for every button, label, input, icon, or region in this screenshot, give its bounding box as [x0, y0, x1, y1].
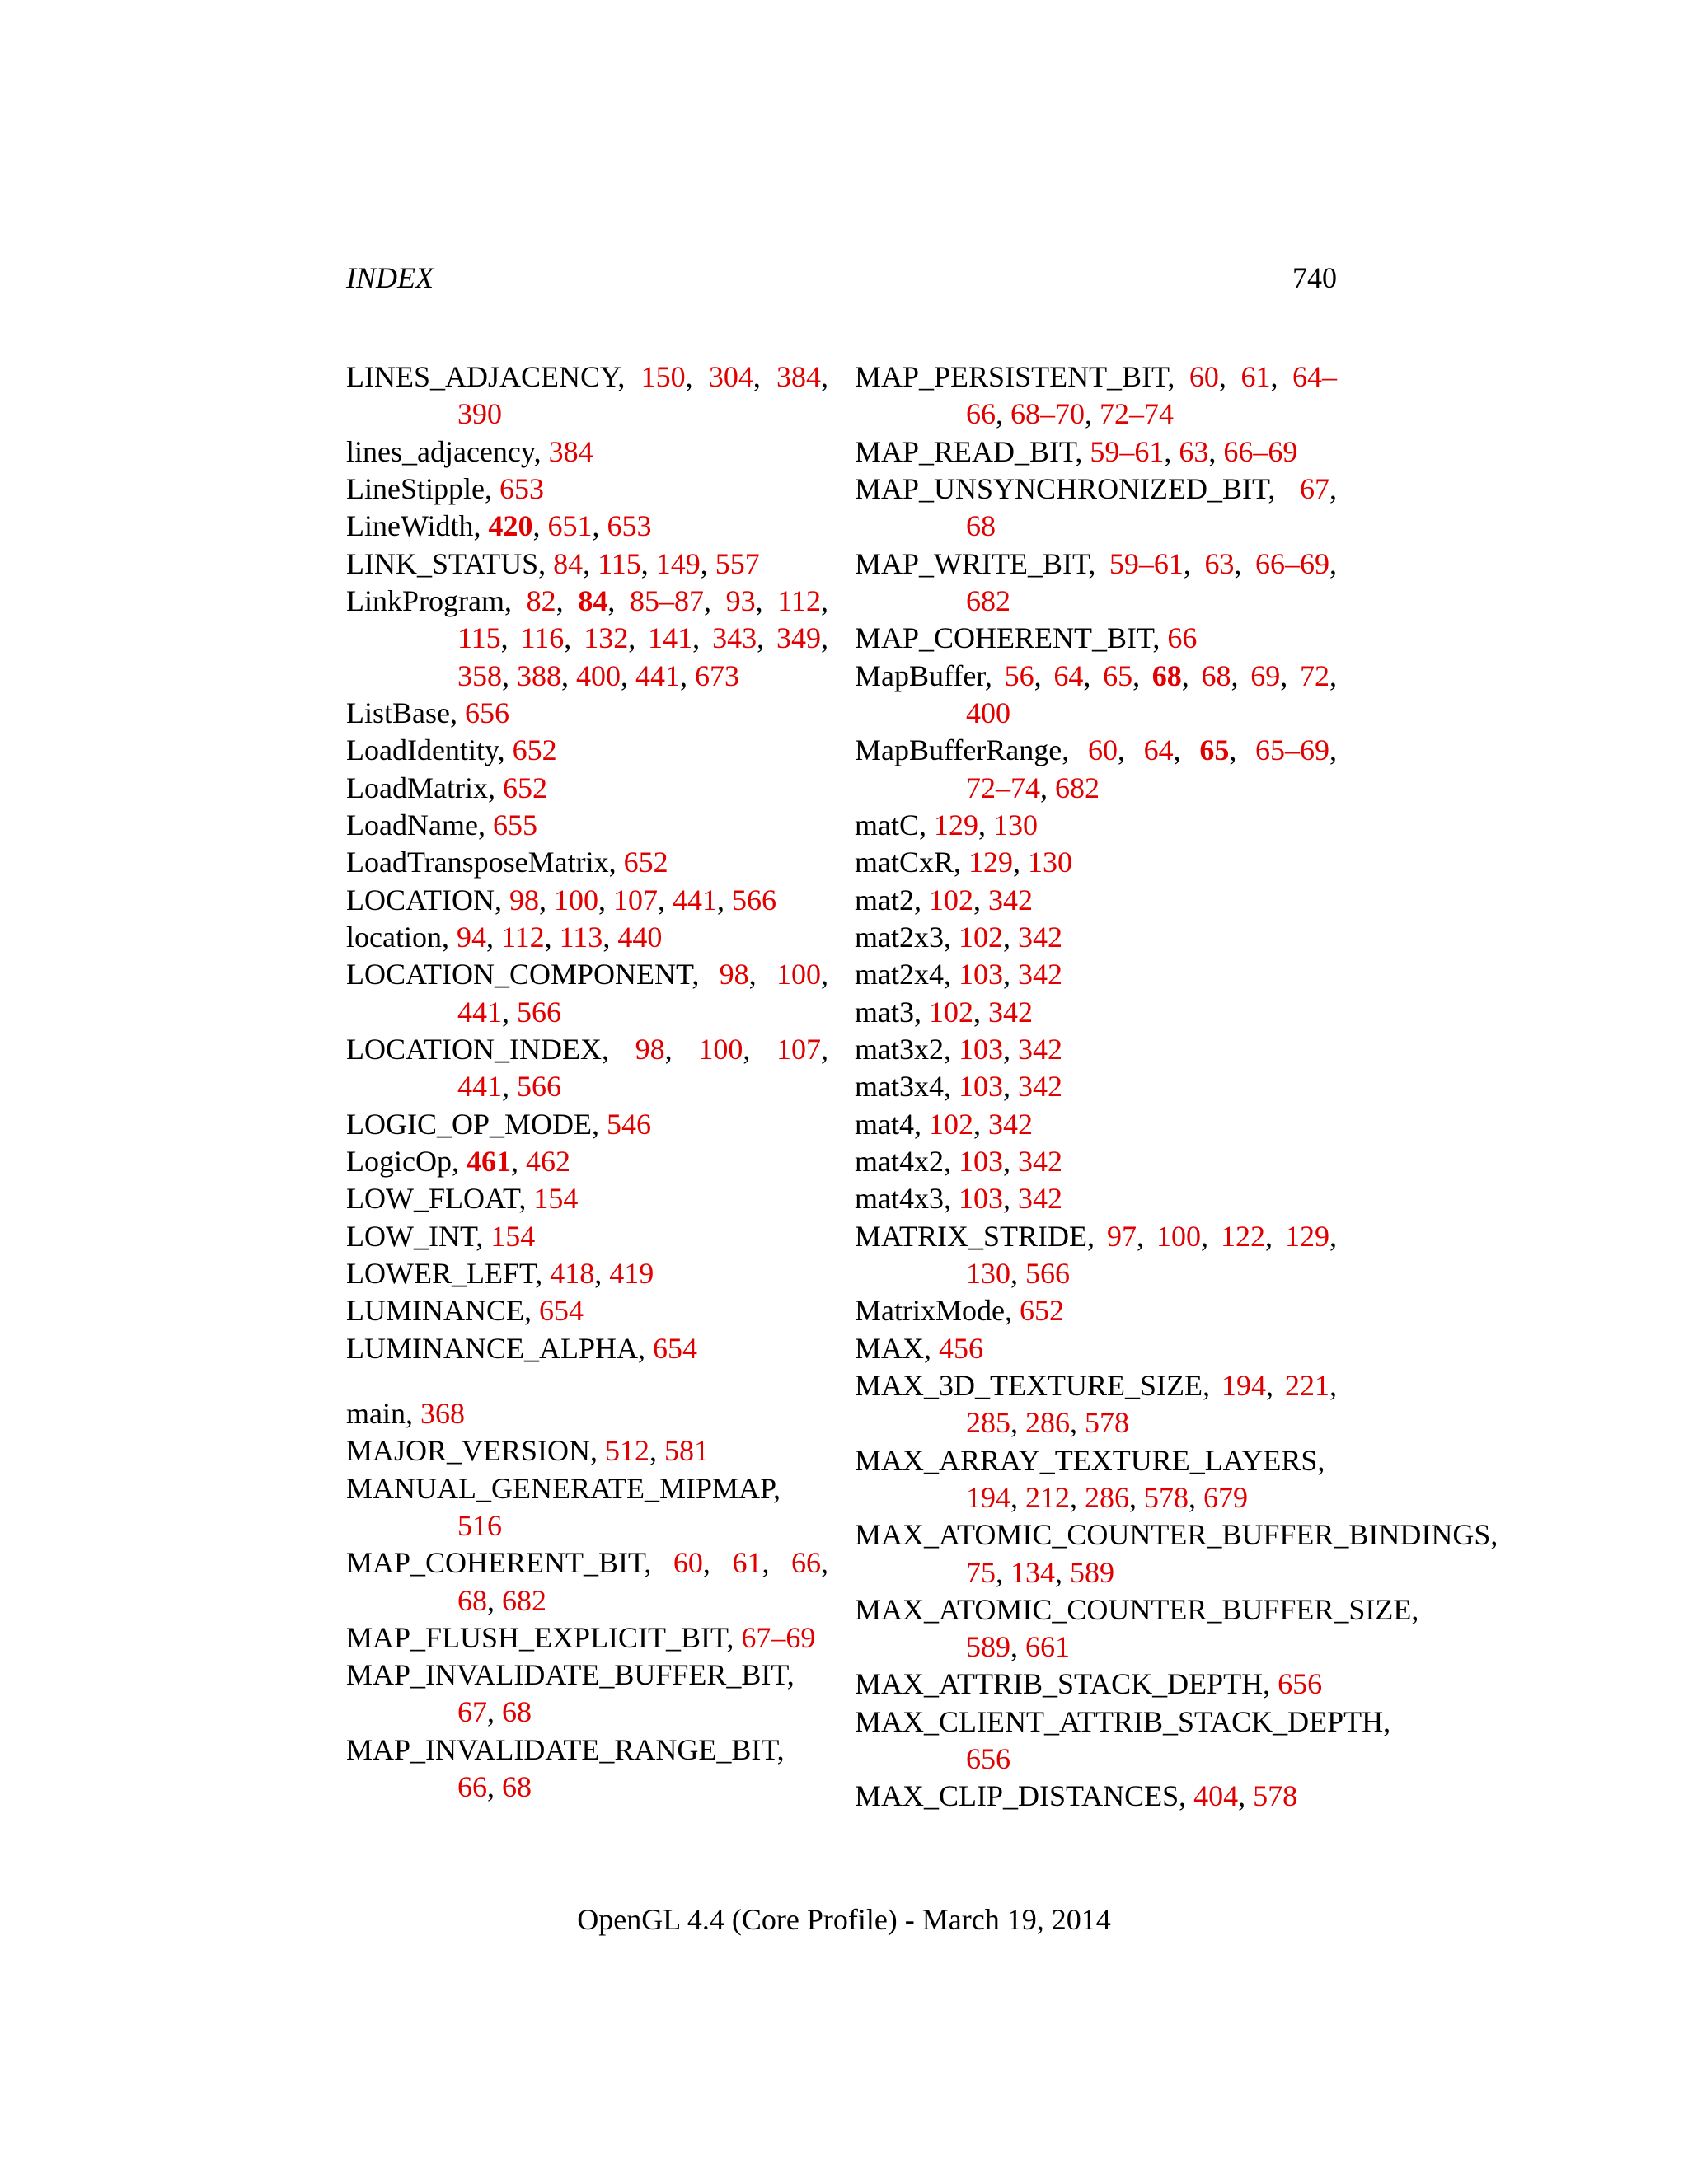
page-ref-link[interactable]: 68	[457, 1583, 487, 1617]
page-ref-link[interactable]: 404	[1193, 1779, 1239, 1813]
page-ref-link[interactable]: 103	[958, 1070, 1003, 1104]
index-entry: MAX_CLIENT_ATTRIB_STACK_DEPTH, 656	[855, 1704, 1391, 1776]
page-ref-link[interactable]: 66	[1167, 621, 1198, 655]
index-entry: mat3x4, 103, 342	[855, 1070, 1062, 1104]
index-entry: LinkProgram, 82, 84, 85–87, 93, 112, 115, 116, 132, 141, 343, 349, 358, 388, 400, 441, 673	[346, 583, 829, 692]
page-ref-link[interactable]: 656	[464, 696, 509, 729]
index-term: MAP_PERSISTENT_BIT	[855, 360, 1168, 393]
index-entry: LOCATION_COMPONENT, 98, 100, 441, 566	[346, 958, 829, 1029]
page-ref-link[interactable]: 342	[1017, 1182, 1062, 1216]
index-term: mat3x2	[855, 1032, 944, 1066]
page-ref-link[interactable]: 286	[1025, 1406, 1070, 1440]
page-ref-link[interactable]: 84	[578, 583, 608, 617]
page-ref-link[interactable]: 150	[640, 360, 686, 393]
page-ref-link[interactable]: 342	[987, 883, 1033, 916]
page-ref-link[interactable]: 75	[966, 1555, 996, 1589]
index-term: MAX_CLIP_DISTANCES	[855, 1779, 1179, 1813]
index-term: LoadName	[346, 808, 478, 841]
page-ref-link[interactable]: 116	[520, 621, 565, 655]
page-ref-link[interactable]: 64–66	[966, 360, 1338, 431]
index-term: MAX_3D_TEXTURE_SIZE	[855, 1368, 1203, 1402]
index-entry: MAX_ARRAY_TEXTURE_LAYERS, 194, 212, 286, 578, 679	[855, 1443, 1325, 1514]
page-ref-link[interactable]: 130	[993, 808, 1038, 841]
page-ref-link[interactable]: 654	[653, 1331, 697, 1365]
index-entry: MAX_3D_TEXTURE_SIZE, 194, 221, 285, 286, 578	[855, 1368, 1337, 1440]
index-term: MAP_FLUSH_EXPLICIT_BIT	[346, 1620, 727, 1654]
index-entry: MAP_COHERENT_BIT, 60, 61, 66, 68, 682	[346, 1546, 829, 1617]
page-ref-link[interactable]: 65	[1199, 733, 1230, 767]
page-ref-link[interactable]: 67–69	[741, 1620, 816, 1654]
page-ref-link[interactable]: 64	[1053, 658, 1084, 692]
page-ref-link[interactable]: 578	[1085, 1406, 1129, 1440]
page-ref-link[interactable]: 103	[958, 1182, 1003, 1216]
index-entry: LoadTransposeMatrix, 652	[346, 846, 668, 879]
page-ref-link[interactable]: 679	[1203, 1480, 1248, 1514]
index-entry: MAP_FLUSH_EXPLICIT_BIT, 67–69	[346, 1620, 816, 1654]
page-ref-link[interactable]: 129	[968, 846, 1014, 879]
index-term: LineStipple	[346, 471, 485, 505]
page-ref-link[interactable]: 112	[777, 583, 822, 617]
page-ref-link[interactable]: 100	[553, 883, 598, 916]
page-ref-link[interactable]: 102	[958, 920, 1003, 954]
index-term: LineWidth	[346, 509, 474, 543]
index-term: LINK_STATUS	[346, 546, 539, 580]
page-ref-link[interactable]: 194	[1221, 1368, 1266, 1402]
page-ref-link[interactable]: 115	[457, 621, 501, 655]
page-ref-link[interactable]: 652	[512, 733, 557, 767]
page-ref-link[interactable]: 343	[712, 621, 757, 655]
page-ref-link[interactable]: 368	[420, 1396, 465, 1430]
page-ref-link[interactable]: 673	[695, 658, 739, 692]
index-entry: MAP_COHERENT_BIT, 66	[855, 621, 1198, 655]
page-ref-link[interactable]: 129	[934, 808, 978, 841]
index-entry: MAX_ATOMIC_COUNTER_BUFFER_SIZE, 589, 661	[855, 1592, 1419, 1664]
page-ref-link[interactable]: 516	[457, 1508, 502, 1542]
page-footer: OpenGL 4.4 (Core Profile) - March 19, 2014	[577, 1903, 1111, 1936]
index-term: main	[346, 1396, 406, 1430]
page-ref-link[interactable]: 461	[466, 1144, 511, 1178]
index-entry: MAP_INVALIDATE_BUFFER_BIT, 67, 68	[346, 1658, 795, 1729]
index-entry: MAP_UNSYNCHRONIZED_BIT, 67, 68	[855, 471, 1337, 543]
index-entry: MATRIX_STRIDE, 97, 100, 122, 129, 130, 566	[855, 1219, 1338, 1290]
index-entry: LOW_FLOAT, 154	[346, 1182, 579, 1216]
page-ref-link[interactable]: 65–69	[1255, 733, 1330, 767]
page-ref-link[interactable]: 441	[457, 1070, 502, 1104]
index-term: location	[346, 920, 442, 954]
page-ref-link[interactable]: 342	[1017, 958, 1062, 991]
index-term: MAX_CLIENT_ATTRIB_STACK_DEPTH	[855, 1704, 1384, 1738]
index-entry: mat2, 102, 342	[855, 883, 1033, 916]
index-entry: LoadIdentity, 652	[346, 733, 557, 767]
index-entry: MapBuffer, 56, 64, 65, 68, 68, 69, 72, 400	[855, 658, 1337, 729]
page-ref-link[interactable]: 512	[605, 1434, 650, 1468]
page-ref-link[interactable]: 59–61	[1090, 434, 1165, 468]
index-term: LOCATION	[346, 883, 495, 916]
index-entry: mat3x2, 103, 342	[855, 1032, 1062, 1066]
index-entry: location, 94, 112, 113, 440	[346, 920, 663, 954]
index-term: lines_adjacency	[346, 434, 534, 468]
index-entry: MAX_ATTRIB_STACK_DEPTH, 656	[855, 1667, 1323, 1701]
index-term: LUMINANCE	[346, 1294, 524, 1328]
page-ref-link[interactable]: 212	[1025, 1480, 1070, 1514]
page-ref-link[interactable]: 154	[533, 1182, 579, 1216]
page-ref-link[interactable]: 59–61	[1109, 546, 1184, 580]
index-term: LOW_INT	[346, 1219, 476, 1253]
index-term: mat4x2	[855, 1144, 944, 1178]
index-column-right	[855, 359, 1498, 1816]
page-ref-link[interactable]: 390	[457, 397, 502, 431]
page-ref-link[interactable]: 60	[1189, 360, 1219, 393]
page-ref-link[interactable]: 342	[1017, 1070, 1062, 1104]
index-entry: main, 368	[346, 1396, 465, 1430]
index-entry: mat2x3, 102, 342	[855, 920, 1062, 954]
page-ref-link[interactable]: 82	[526, 583, 556, 617]
page-ref-link[interactable]: 60	[1087, 733, 1118, 767]
index-term: MAX_ATOMIC_COUNTER_BUFFER_SIZE	[855, 1592, 1412, 1626]
page-ref-link[interactable]: 651	[547, 509, 593, 543]
page-ref-link[interactable]: 441	[672, 883, 717, 916]
index-entry: LOCATION, 98, 100, 107, 441, 566	[346, 883, 776, 916]
page-ref-link[interactable]: 141	[648, 621, 693, 655]
index-column-left	[346, 359, 828, 1806]
page-ref-link[interactable]: 342	[987, 995, 1033, 1029]
page-ref-link[interactable]: 68	[1201, 658, 1231, 692]
index-term: LOCATION_COMPONENT	[346, 958, 692, 991]
page-ref-link[interactable]: 566	[1025, 1256, 1070, 1290]
index-term: MANUAL_GENERATE_MIPMAP	[346, 1471, 774, 1505]
page-ref-link[interactable]: 581	[664, 1434, 710, 1468]
index-term: mat4x3	[855, 1182, 944, 1216]
page-ref-link[interactable]: 456	[939, 1331, 984, 1365]
index-entry: MAP_PERSISTENT_BIT, 60, 61, 64–66, 68–70, 72–74	[855, 360, 1338, 431]
index-entry: MAX_ATOMIC_COUNTER_BUFFER_BINDINGS, 75, 134, 589	[855, 1518, 1498, 1589]
index-term: MapBufferRange	[855, 733, 1062, 767]
index-entry: MAP_INVALIDATE_RANGE_BIT, 66, 68	[346, 1732, 785, 1804]
page-ref-link[interactable]: 97	[1107, 1219, 1137, 1253]
page-ref-link[interactable]: 67	[1300, 471, 1329, 505]
page-ref-link[interactable]: 56	[1004, 658, 1034, 692]
index-entry: MAP_READ_BIT, 59–61, 63, 66–69	[855, 434, 1298, 468]
page-ref-link[interactable]: 61	[1240, 360, 1271, 393]
page-ref-link[interactable]: 68–70	[1010, 397, 1085, 431]
page-ref-link[interactable]: 285	[966, 1406, 1010, 1440]
index-term: MAP_COHERENT_BIT	[346, 1546, 645, 1580]
page-ref-link[interactable]: 103	[958, 958, 1003, 991]
index-entry: LoadMatrix, 652	[346, 771, 547, 804]
page-ref-link[interactable]: 304	[708, 360, 753, 393]
index-term: mat2x3	[855, 920, 944, 954]
page-ref-link[interactable]: 358	[457, 658, 502, 692]
page-ref-link[interactable]: 652	[623, 846, 668, 879]
page-ref-link[interactable]: 72–74	[966, 771, 1040, 804]
page-ref-link[interactable]: 654	[538, 1294, 584, 1328]
page-ref-link[interactable]: 656	[1278, 1667, 1323, 1701]
page-ref-link[interactable]: 66	[791, 1546, 822, 1580]
page-ref-link[interactable]: 400	[576, 658, 621, 692]
index-entry: MANUAL_GENERATE_MIPMAP, 516	[346, 1471, 781, 1542]
page-ref-link[interactable]: 66–69	[1223, 434, 1298, 468]
index-term: LoadMatrix	[346, 771, 488, 804]
page-ref-link[interactable]: 66–69	[1255, 546, 1329, 580]
index-term: LoadIdentity	[346, 733, 498, 767]
page-ref-link[interactable]: 221	[1285, 1368, 1329, 1402]
index-entry: lines_adjacency, 384	[346, 434, 593, 468]
index-term: MAJOR_VERSION	[346, 1434, 591, 1468]
page-ref-link[interactable]: 149	[655, 546, 701, 580]
page-ref-link[interactable]: 342	[1017, 920, 1062, 954]
page-ref-link[interactable]: 661	[1025, 1630, 1070, 1664]
page-ref-link[interactable]: 388	[517, 658, 561, 692]
page-ref-link[interactable]: 93	[725, 583, 756, 617]
page-ref-link[interactable]: 652	[1019, 1294, 1064, 1328]
page-ref-link[interactable]: 682	[1055, 771, 1100, 804]
index-term: LOWER_LEFT	[346, 1256, 536, 1290]
page-ref-link[interactable]: 566	[517, 995, 561, 1029]
page-ref-link[interactable]: 102	[928, 1107, 973, 1141]
page-ref-link[interactable]: 682	[966, 583, 1010, 617]
index-entry: LOW_INT, 154	[346, 1219, 536, 1253]
page-ref-link[interactable]: 94	[456, 920, 486, 954]
index-term: MAP_READ_BIT	[855, 434, 1076, 468]
page-ref-link[interactable]: 100	[698, 1032, 743, 1066]
page-ref-link[interactable]: 441	[457, 995, 502, 1029]
page-ref-link[interactable]: 115	[598, 546, 641, 580]
page-ref-link[interactable]: 653	[607, 509, 652, 543]
page-ref-link[interactable]: 129	[1285, 1219, 1330, 1253]
index-entry: LogicOp, 461, 462	[346, 1144, 570, 1178]
page-ref-link[interactable]: 349	[776, 621, 822, 655]
page-ref-link[interactable]: 194	[966, 1480, 1010, 1514]
index-entry: MapBufferRange, 60, 64, 65, 65–69, 72–74, 682	[855, 733, 1338, 804]
index-entry: mat4x3, 103, 342	[855, 1182, 1062, 1216]
index-entry: mat4, 102, 342	[855, 1107, 1033, 1141]
index-term: LUMINANCE_ALPHA	[346, 1331, 638, 1365]
page-ref-link[interactable]: 102	[928, 995, 973, 1029]
page-ref-link[interactable]: 578	[1253, 1779, 1298, 1813]
index-term: LOCATION_INDEX	[346, 1032, 602, 1066]
page-ref-link[interactable]: 557	[715, 546, 760, 580]
index-entry: LOCATION_INDEX, 98, 100, 107, 441, 566	[346, 1032, 829, 1104]
page-ref-link[interactable]: 154	[490, 1219, 536, 1253]
page-ref-link[interactable]: 98	[509, 883, 539, 916]
index-entry: MatrixMode, 652	[855, 1294, 1064, 1328]
page-ref-link[interactable]: 72–74	[1100, 397, 1174, 431]
page-ref-link[interactable]: 342	[1017, 1144, 1062, 1178]
index-term: mat4	[855, 1107, 914, 1141]
page-ref-link[interactable]: 65	[1103, 658, 1133, 692]
index-entry: LINK_STATUS, 84, 115, 149, 557	[346, 546, 760, 580]
index-entry: LineStipple, 653	[346, 471, 544, 505]
page-ref-link[interactable]: 103	[958, 1032, 1003, 1066]
page-ref-link[interactable]: 63	[1179, 434, 1209, 468]
index-term: LOW_FLOAT	[346, 1182, 519, 1216]
index-entry: LUMINANCE_ALPHA, 654	[346, 1331, 697, 1365]
index-term: LoadTransposeMatrix	[346, 846, 609, 879]
page-ref-link[interactable]: 655	[492, 808, 537, 841]
page-ref-link[interactable]: 589	[1070, 1555, 1114, 1589]
page-ref-link[interactable]: 122	[1221, 1219, 1266, 1253]
page-ref-link[interactable]: 400	[966, 696, 1010, 729]
index-term: mat2x4	[855, 958, 944, 991]
page-ref-link[interactable]: 102	[928, 883, 973, 916]
page-ref-link[interactable]: 652	[502, 771, 547, 804]
page-ref-link[interactable]: 462	[525, 1144, 570, 1178]
page-ref-link[interactable]: 578	[1144, 1480, 1189, 1514]
page-ref-link[interactable]: 656	[966, 1742, 1010, 1776]
page-ref-link[interactable]: 103	[958, 1144, 1003, 1178]
index-term: MAX_ATOMIC_COUNTER_BUFFER_BINDINGS	[855, 1518, 1491, 1552]
index-term: MapBuffer	[855, 658, 985, 692]
index-term: MATRIX_STRIDE	[855, 1219, 1088, 1253]
page-ref-link[interactable]: 419	[609, 1256, 654, 1290]
page-ref-link[interactable]: 342	[987, 1107, 1033, 1141]
index-term: LINES_ADJACENCY	[346, 360, 618, 393]
page-ref-link[interactable]: 67	[457, 1695, 487, 1729]
index-entry: MAX_CLIP_DISTANCES, 404, 578	[855, 1779, 1298, 1813]
page-ref-link[interactable]: 98	[719, 958, 749, 991]
index-entry: LUMINANCE, 654	[346, 1294, 584, 1328]
page-ref-link[interactable]: 420	[488, 509, 533, 543]
index-term: mat2	[855, 883, 914, 916]
index-term: MAP_UNSYNCHRONIZED_BIT	[855, 471, 1268, 505]
index-term: LOGIC_OP_MODE	[346, 1107, 593, 1141]
page-ref-link[interactable]: 69	[1250, 658, 1281, 692]
page-ref-link[interactable]: 682	[502, 1583, 546, 1617]
page-ref-link[interactable]: 130	[1028, 846, 1073, 879]
page-ref-link[interactable]: 112	[500, 920, 545, 954]
index-term: MAX_ATTRIB_STACK_DEPTH	[855, 1667, 1264, 1701]
index-term: mat3	[855, 995, 914, 1029]
index-entry: MAJOR_VERSION, 512, 581	[346, 1434, 710, 1468]
page-ref-link[interactable]: 100	[1156, 1219, 1202, 1253]
page-ref-link[interactable]: 68	[502, 1770, 532, 1804]
page-ref-link[interactable]: 63	[1204, 546, 1235, 580]
index-term: matCxR	[855, 846, 954, 879]
page-ref-link[interactable]: 84	[553, 546, 584, 580]
index-term: ListBase	[346, 696, 450, 729]
page-ref-link[interactable]: 100	[776, 958, 822, 991]
index-term: LogicOp	[346, 1144, 452, 1178]
index-term: matC	[855, 808, 919, 841]
page-ref-link[interactable]: 384	[548, 434, 593, 468]
page-ref-link[interactable]: 653	[499, 471, 544, 505]
index-entry: matCxR, 129, 130	[855, 846, 1073, 879]
page-ref-link[interactable]: 134	[1010, 1555, 1055, 1589]
index-term: MAP_WRITE_BIT	[855, 546, 1089, 580]
page-number: 740	[1292, 261, 1337, 294]
page-ref-link[interactable]: 342	[1017, 1032, 1062, 1066]
page-ref-link[interactable]: 566	[731, 883, 776, 916]
index-entry: mat2x4, 103, 342	[855, 958, 1062, 991]
page-ref-link[interactable]: 107	[776, 1032, 822, 1066]
page-ref-link[interactable]: 286	[1085, 1480, 1129, 1514]
index-entry: mat3, 102, 342	[855, 995, 1033, 1029]
page-ref-link[interactable]: 61	[732, 1546, 762, 1580]
page-ref-link[interactable]: 68	[966, 509, 996, 543]
page-ref-link[interactable]: 107	[612, 883, 658, 916]
page-ref-link[interactable]: 64	[1143, 733, 1174, 767]
page-ref-link[interactable]: 98	[635, 1032, 665, 1066]
index-entry: matC, 129, 130	[855, 808, 1038, 841]
page-ref-link[interactable]: 66	[457, 1770, 487, 1804]
page-ref-link[interactable]: 546	[607, 1107, 652, 1141]
page-ref-link[interactable]: 85–87	[630, 583, 704, 617]
page-ref-link[interactable]: 113	[559, 920, 603, 954]
index-term: mat3x4	[855, 1070, 944, 1104]
index-entry: LOGIC_OP_MODE, 546	[346, 1107, 652, 1141]
page-ref-link[interactable]: 440	[617, 920, 663, 954]
index-term: MatrixMode	[855, 1294, 1005, 1328]
index-entry: LoadName, 655	[346, 808, 537, 841]
index-term: MAX	[855, 1331, 925, 1365]
index-entry: LINES_ADJACENCY, 150, 304, 384, 390	[346, 360, 829, 431]
page-ref-link[interactable]: 132	[584, 621, 629, 655]
page-ref-link[interactable]: 60	[673, 1546, 703, 1580]
page-ref-link[interactable]: 130	[966, 1256, 1010, 1290]
index-entry: LOWER_LEFT, 418, 419	[346, 1256, 654, 1290]
page-ref-link[interactable]: 384	[776, 360, 822, 393]
index-entry: mat4x2, 103, 342	[855, 1144, 1062, 1178]
page-ref-link[interactable]: 68	[1151, 658, 1182, 692]
page-ref-link[interactable]: 566	[517, 1070, 561, 1104]
index-term: MAP_INVALIDATE_BUFFER_BIT	[346, 1658, 787, 1692]
index-entry: MAX, 456	[855, 1331, 984, 1365]
page-ref-link[interactable]: 441	[635, 658, 680, 692]
index-entry: LineWidth, 420, 651, 653	[346, 509, 652, 543]
index-term: LinkProgram	[346, 583, 504, 617]
index-term: MAX_ARRAY_TEXTURE_LAYERS	[855, 1443, 1318, 1477]
page-ref-link[interactable]: 72	[1300, 658, 1329, 692]
page-ref-link[interactable]: 418	[550, 1256, 595, 1290]
index-entry: MAP_WRITE_BIT, 59–61, 63, 66–69, 682	[855, 546, 1337, 617]
page-ref-link[interactable]: 589	[966, 1630, 1010, 1664]
index-term: MAP_INVALIDATE_RANGE_BIT	[346, 1732, 777, 1766]
index-entry: ListBase, 656	[346, 696, 509, 729]
index-term: MAP_COHERENT_BIT	[855, 621, 1153, 655]
page-ref-link[interactable]: 68	[502, 1695, 532, 1729]
running-title: INDEX	[346, 261, 434, 294]
